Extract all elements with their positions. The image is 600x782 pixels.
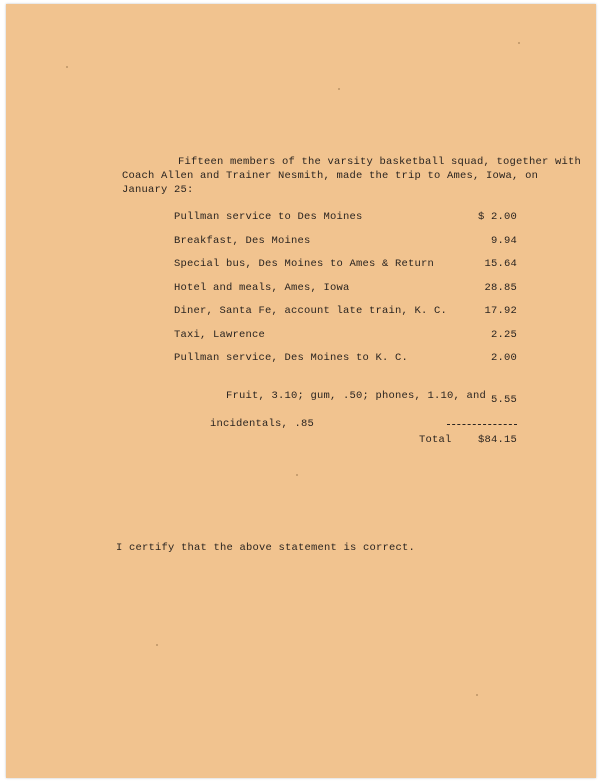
expense-description: Hotel and meals, Ames, Iowa <box>174 281 350 294</box>
expense-item <box>174 281 517 305</box>
expense-amount: 5.55 <box>490 393 517 406</box>
expense-amount: 28.85 <box>484 281 517 294</box>
expense-description: Pullman service, Des Moines to K. C. <box>174 352 409 364</box>
expense-description: Taxi, Lawrence <box>174 328 266 341</box>
intro-line: January 25: <box>122 184 194 196</box>
expense-item <box>174 210 517 234</box>
certification-statement: I certify that the above statement is correct. <box>116 542 416 554</box>
expense-amount: 17.92 <box>484 305 517 317</box>
expense-item <box>174 351 517 375</box>
paper-speck <box>338 88 340 90</box>
total-amount: $84.15 <box>477 434 517 446</box>
expense-description: Diner, Santa Fe, account late train, K. C. <box>174 305 448 317</box>
expense-description: Pullman service to Des Moines <box>174 211 363 223</box>
document-page <box>6 4 596 778</box>
paper-speck <box>156 644 158 646</box>
expense-item <box>174 328 517 352</box>
expense-item <box>174 234 517 258</box>
expense-amount: 15.64 <box>484 258 517 270</box>
expense-list <box>174 210 517 430</box>
expense-item <box>174 257 517 281</box>
expense-description: Special bus, Des Moines to Ames & Return <box>174 258 435 270</box>
paper-speck <box>476 694 478 696</box>
expense-amount: 9.94 <box>490 234 517 247</box>
total-label: Total <box>419 434 452 446</box>
intro-line: Fifteen members of the varsity basketball squad, together with <box>178 156 582 168</box>
expense-item <box>174 304 517 328</box>
intro-paragraph <box>122 155 582 197</box>
expense-amount: $ 2.00 <box>477 211 517 223</box>
total-rule <box>447 424 517 425</box>
expense-description-line: Fruit, 3.10; gum, .50; phones, 1.10, and <box>226 389 487 402</box>
intro-line: Coach Allen and Trainer Nesmith, made the trip to Ames, Iowa, on <box>122 170 539 182</box>
paper-speck <box>296 474 298 476</box>
paper-speck <box>518 42 520 44</box>
expense-description-continued: incidentals, .85 <box>210 417 315 430</box>
expense-amount: 2.00 <box>490 352 517 364</box>
expense-description: Breakfast, Des Moines <box>174 234 311 247</box>
expense-amount: 2.25 <box>490 328 517 341</box>
paper-speck <box>66 66 68 68</box>
expense-item <box>174 375 517 430</box>
